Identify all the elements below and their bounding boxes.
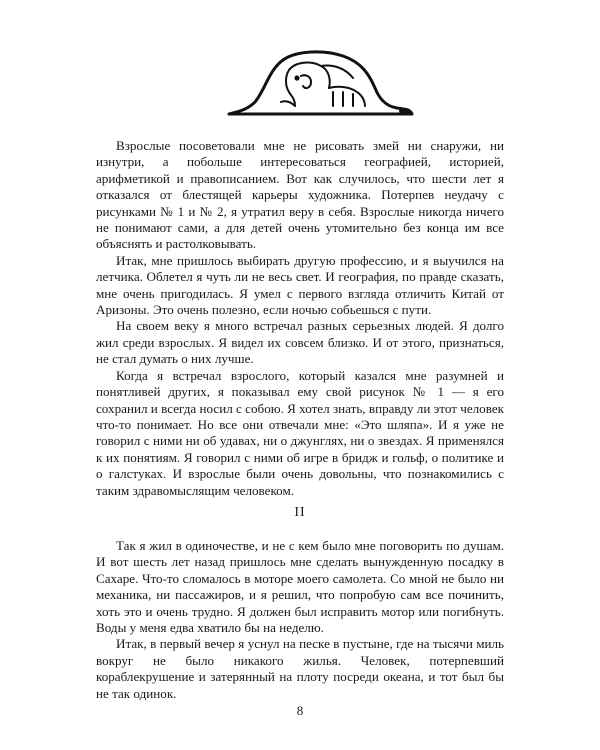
boa-elephant-illustration	[225, 40, 415, 122]
paragraph: Итак, мне пришлось выбирать другую профессию, и я выучился на летчика. Облетел я чуть ли не весь свет. И география, по правде сказать, мне очень пригодилась. Я умел с первого взгляда отличить Китай от Аризоны. Это очень полезно, если ночью собьешься с пути.	[96, 252, 504, 318]
chapter-1-text	[96, 138, 504, 499]
paragraph: Так я жил в одиночестве, и не с кем было мне поговорить по душам. И вот шесть лет назад пришлось мне сделать вынужденную посадку в Сахаре. Что-то сломалось в моторе моего самолета. Со мной не было ни механика, ни пассажиров, и я решил, что попробую сам все починить, хоть это и очень трудно. Я должен был исправить мотор или погибнуть. Воды у меня едва хватило бы на неделю.	[96, 538, 504, 636]
chapter-2-text	[96, 538, 504, 702]
page-number: 8	[296, 703, 304, 718]
paragraph: Взрослые посоветовали мне не рисовать змей ни снаружи, ни изнутри, а побольше интересоваться географией, историей, арифметикой и правописанием. Вот как случилось, что шести лет я отказался от блестящей карьеры художника. Потерпев неудачу с рисунками № 1 и № 2, я утратил веру в себя. Взрослые никогда ничего не понимают сами, а для детей очень утомительно без конца им все объяснять и растолковывать.	[96, 138, 504, 252]
paragraph: Итак, в первый вечер я уснул на песке в пустыне, где на тысячи миль вокруг не было никакого жилья. Человек, потерпевший кораблекрушение и затерянный на плоту посреди океана, и тот был бы не так одинок.	[96, 636, 504, 701]
paragraph: Когда я встречал взрослого, который казался мне разумней и понятливей других, я показывал ему свой рисунок № 1 — я его сохранил и всегда носил с собою. Я хотел знать, вправду ли этот человек что-то понимает. Но все они отвечали мне: «Это шляпа». И я уже не говорил с ними ни об удавах, ни о джунглях, ни о звездах. Я применялся к их понятиям. Я говорил с ними об игре в бридж и гольф, о политике и о галстуках. И взрослые были очень довольны, что познакомились с таким здравомыслящим человеком.	[96, 367, 504, 498]
chapter-number: II	[294, 505, 306, 520]
paragraph: На своем веку я много встречал разных серьезных людей. Я долго жил среди взрослых. Я видел их совсем близко. И от этого, признаться, не стал думать о них лучше.	[96, 318, 504, 367]
boa-elephant-drawing	[225, 40, 415, 122]
